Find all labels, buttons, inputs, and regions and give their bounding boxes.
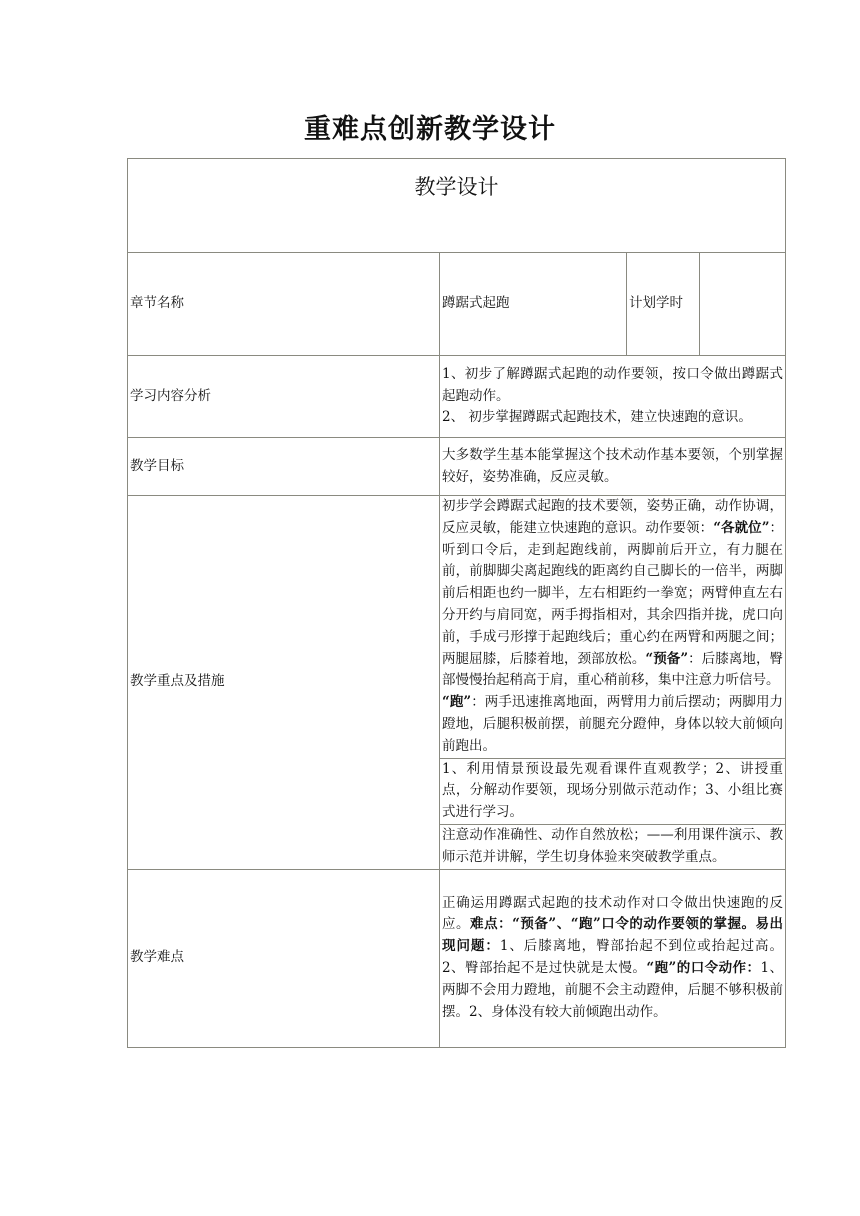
key-points-row-1	[128, 496, 786, 759]
lesson-design-table	[127, 158, 786, 1048]
command-ready-position: “各就位”	[713, 519, 770, 536]
key-points-intro: 初步学会蹲踞式起跑的技术要领，姿势正确，动作协调，反应灵敏，能建立快速跑的意识。动作要领：	[442, 498, 783, 536]
goal-row	[128, 438, 786, 496]
document-title: 重难点创新教学设计	[304, 114, 556, 145]
difficulty-problems: 1、后膝离地，臀部抬起不到位或抬起过高。2、臀部抬起不是过快就是太慢。	[442, 938, 783, 977]
key-points-notes: 注意动作准确性、动作自然放松；——利用课件演示、教师示范并讲解，学生切身体验来突破教学重点。	[440, 824, 786, 869]
command-set: “预备”	[645, 650, 689, 667]
content-analysis-line-1: 1、初步了解蹲踞式起跑的动作要领，按口令做出蹲踞式起跑动作。	[442, 365, 783, 404]
difficulty-intro: 正确运用蹲踞式起跑的技术动作对口令做出快速跑的反应。	[442, 894, 783, 933]
table-header: 教学设计	[128, 159, 786, 253]
chapter-value: 蹲踞式起跑	[440, 253, 627, 356]
key-points-measures: 1、利用情景预设最先观看课件直观教学；2、讲授重点，分解动作要领，现场分别做示范动作；3、小组比赛式进行学习。	[440, 758, 786, 824]
command-run-text: ：两手迅速推离地面，两臂用力前后摆动；两脚用力蹬地，后腿积极前摆，前腿充分蹬伸，身体以较大前倾向前跑出。	[442, 694, 784, 754]
command-run: “跑”	[442, 694, 472, 711]
goal-label: 教学目标	[128, 438, 440, 496]
difficulty-key: 难点：“预备”、“跑”口令的动作要领的掌握。易出现问题：	[442, 916, 784, 955]
command-ready-position-text: ：听到口令后，走到起跑线前，两脚前后开立，有力腿在前，前脚脚尖离起跑线的距离约自己脚长的一倍半，两脚前后相距也约一脚半，左右相距约一拳宽；两臂伸直左右分开约与肩同宽，两手拇指相对，其余四指并拢，虎口向前，手成弓形撑于起跑线后；重心约在两臂和两腿之间；两腿屈膝，后膝着地，颈部放松。	[442, 519, 784, 667]
planned-hours-value	[700, 253, 786, 356]
difficulty-run-command: “跑”的口令动作：	[646, 960, 761, 977]
chapter-label: 章节名称	[128, 253, 440, 356]
chapter-row	[128, 253, 786, 356]
content-analysis-row	[128, 356, 786, 438]
command-set-text: ：后膝离地，臀部慢慢抬起稍高于肩，重心稍前移，集中注意力听信号。	[442, 650, 784, 689]
content-analysis-label: 学习内容分析	[128, 356, 440, 438]
key-points-requirements	[440, 496, 786, 759]
content-analysis-line-2: 2、 初步掌握蹲踞式起跑技术，建立快速跑的意识。	[442, 409, 752, 426]
key-points-label: 教学重点及措施	[128, 496, 440, 870]
content-analysis-text	[440, 356, 786, 438]
difficulty-row	[128, 869, 786, 1047]
planned-hours-label: 计划学时	[627, 253, 700, 356]
goal-text: 大多数学生基本能掌握这个技术动作基本要领，个别掌握较好，姿势准确，反应灵敏。	[440, 438, 786, 496]
difficulty-text	[440, 869, 786, 1047]
difficulty-label: 教学难点	[128, 869, 440, 1047]
difficulty-run-problems: 1、两脚不会用力蹬地，前腿不会主动蹬伸，后腿不够积极前摆。2、身体没有较大前倾跑出动作。	[442, 960, 783, 1020]
